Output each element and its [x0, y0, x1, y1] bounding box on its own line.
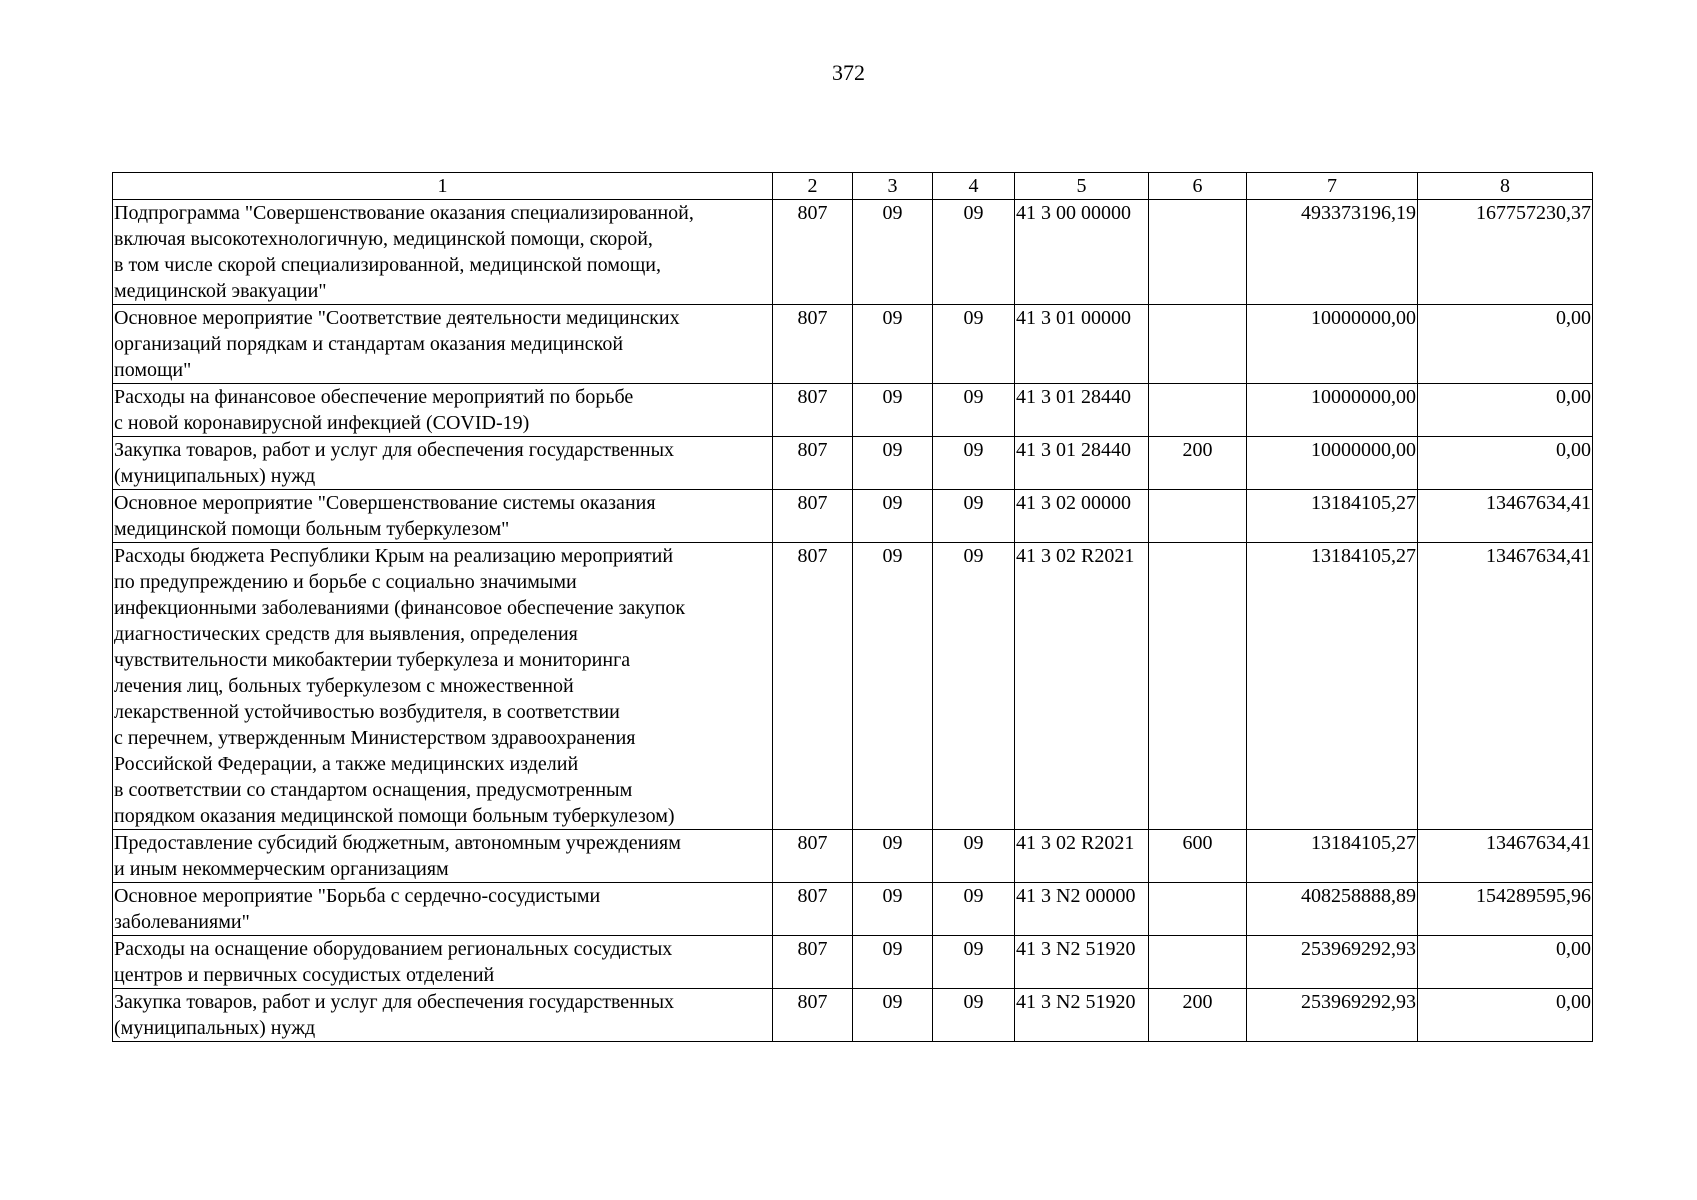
section-code: 09 [853, 200, 933, 305]
subsection-code: 09 [933, 936, 1015, 989]
target-article-code: 41 3 00 00000 [1015, 200, 1149, 305]
amount-col-7: 408258888,89 [1247, 883, 1418, 936]
row-description: Расходы на оснащение оборудованием региональных сосудистых центров и первичных сосудистых отделений [113, 936, 773, 989]
table-row [113, 883, 1593, 936]
expense-type-code [1149, 200, 1247, 305]
expense-type-code: 600 [1149, 830, 1247, 883]
section-code: 09 [853, 543, 933, 830]
expense-type-code [1149, 883, 1247, 936]
table-row [113, 200, 1593, 305]
subsection-code: 09 [933, 543, 1015, 830]
column-header: 7 [1247, 173, 1418, 200]
row-description: Основное мероприятие "Борьба с сердечно-сосудистыми заболеваниями" [113, 883, 773, 936]
ministry-code: 807 [773, 883, 853, 936]
table-row [113, 305, 1593, 384]
ministry-code: 807 [773, 200, 853, 305]
ministry-code: 807 [773, 989, 853, 1042]
subsection-code: 09 [933, 490, 1015, 543]
subsection-code: 09 [933, 830, 1015, 883]
table-row [113, 384, 1593, 437]
section-code: 09 [853, 830, 933, 883]
expense-type-code [1149, 490, 1247, 543]
subsection-code: 09 [933, 200, 1015, 305]
row-description: Подпрограмма "Совершенствование оказания специализированной, включая высокотехнологичную, медицинской помощи, скорой, в том числе скорой специализированной, медицинской помощи, медицинской эвакуации" [113, 200, 773, 305]
target-article-code: 41 3 01 00000 [1015, 305, 1149, 384]
amount-col-7: 10000000,00 [1247, 437, 1418, 490]
amount-col-8: 0,00 [1418, 437, 1593, 490]
ministry-code: 807 [773, 936, 853, 989]
amount-col-7: 253969292,93 [1247, 989, 1418, 1042]
amount-col-8: 13467634,41 [1418, 543, 1593, 830]
target-article-code: 41 3 N2 00000 [1015, 883, 1149, 936]
column-header: 1 [113, 173, 773, 200]
amount-col-7: 13184105,27 [1247, 490, 1418, 543]
section-code: 09 [853, 305, 933, 384]
column-header: 5 [1015, 173, 1149, 200]
ministry-code: 807 [773, 437, 853, 490]
section-code: 09 [853, 989, 933, 1042]
amount-col-8: 154289595,96 [1418, 883, 1593, 936]
section-code: 09 [853, 437, 933, 490]
expense-type-code [1149, 384, 1247, 437]
row-description: Закупка товаров, работ и услуг для обеспечения государственных (муниципальных) нужд [113, 437, 773, 490]
target-article-code: 41 3 02 00000 [1015, 490, 1149, 543]
table-row [113, 543, 1593, 830]
row-description: Расходы на финансовое обеспечение мероприятий по борьбе с новой коронавирусной инфекцией (COVID-19) [113, 384, 773, 437]
ministry-code: 807 [773, 384, 853, 437]
table-row [113, 490, 1593, 543]
amount-col-8: 0,00 [1418, 384, 1593, 437]
subsection-code: 09 [933, 384, 1015, 437]
amount-col-8: 0,00 [1418, 989, 1593, 1042]
ministry-code: 807 [773, 305, 853, 384]
section-code: 09 [853, 384, 933, 437]
expense-type-code [1149, 305, 1247, 384]
amount-col-8: 13467634,41 [1418, 830, 1593, 883]
header-row [113, 173, 1593, 200]
ministry-code: 807 [773, 490, 853, 543]
subsection-code: 09 [933, 989, 1015, 1042]
row-description: Закупка товаров, работ и услуг для обеспечения государственных (муниципальных) нужд [113, 989, 773, 1042]
amount-col-8: 167757230,37 [1418, 200, 1593, 305]
row-description: Основное мероприятие "Совершенствование системы оказания медицинской помощи больным туберкулезом" [113, 490, 773, 543]
subsection-code: 09 [933, 305, 1015, 384]
column-header: 6 [1149, 173, 1247, 200]
column-header: 8 [1418, 173, 1593, 200]
row-description: Основное мероприятие "Соответствие деятельности медицинских организаций порядкам и стандартам оказания медицинской помощи" [113, 305, 773, 384]
column-header: 3 [853, 173, 933, 200]
ministry-code: 807 [773, 543, 853, 830]
expense-type-code [1149, 543, 1247, 830]
table-body [113, 200, 1593, 1042]
amount-col-7: 13184105,27 [1247, 830, 1418, 883]
table-row [113, 936, 1593, 989]
table-row [113, 989, 1593, 1042]
amount-col-7: 10000000,00 [1247, 305, 1418, 384]
budget-table [112, 172, 1593, 1042]
expense-type-code: 200 [1149, 437, 1247, 490]
row-description: Расходы бюджета Республики Крым на реализацию мероприятий по предупреждению и борьбе с социально значимыми инфекционными заболеваниями (финансовое обеспечение закупок диагностических средств для выявления, определения чувствительности микобактерии туберкулеза и мониторинга лечения лиц, больных туберкулезом с множественной лекарственной устойчивостью возбудителя, в соответствии с перечнем, утвержденным Министерством здравоохранения Российской Федерации, а также медицинских изделий в соответствии со стандартом оснащения, предусмотренным порядком оказания медицинской помощи больным туберкулезом) [113, 543, 773, 830]
page-number: 372 [832, 60, 865, 85]
target-article-code: 41 3 01 28440 [1015, 437, 1149, 490]
expense-type-code: 200 [1149, 989, 1247, 1042]
target-article-code: 41 3 N2 51920 [1015, 936, 1149, 989]
row-description: Предоставление субсидий бюджетным, автономным учреждениям и иным некоммерческим организациям [113, 830, 773, 883]
target-article-code: 41 3 02 R2021 [1015, 543, 1149, 830]
section-code: 09 [853, 936, 933, 989]
amount-col-8: 0,00 [1418, 305, 1593, 384]
target-article-code: 41 3 02 R2021 [1015, 830, 1149, 883]
amount-col-7: 253969292,93 [1247, 936, 1418, 989]
target-article-code: 41 3 01 28440 [1015, 384, 1149, 437]
table-row [113, 830, 1593, 883]
section-code: 09 [853, 883, 933, 936]
amount-col-8: 0,00 [1418, 936, 1593, 989]
column-header: 2 [773, 173, 853, 200]
ministry-code: 807 [773, 830, 853, 883]
amount-col-7: 10000000,00 [1247, 384, 1418, 437]
target-article-code: 41 3 N2 51920 [1015, 989, 1149, 1042]
table-row [113, 437, 1593, 490]
amount-col-7: 493373196,19 [1247, 200, 1418, 305]
subsection-code: 09 [933, 437, 1015, 490]
column-header: 4 [933, 173, 1015, 200]
expense-type-code [1149, 936, 1247, 989]
amount-col-7: 13184105,27 [1247, 543, 1418, 830]
section-code: 09 [853, 490, 933, 543]
amount-col-8: 13467634,41 [1418, 490, 1593, 543]
subsection-code: 09 [933, 883, 1015, 936]
